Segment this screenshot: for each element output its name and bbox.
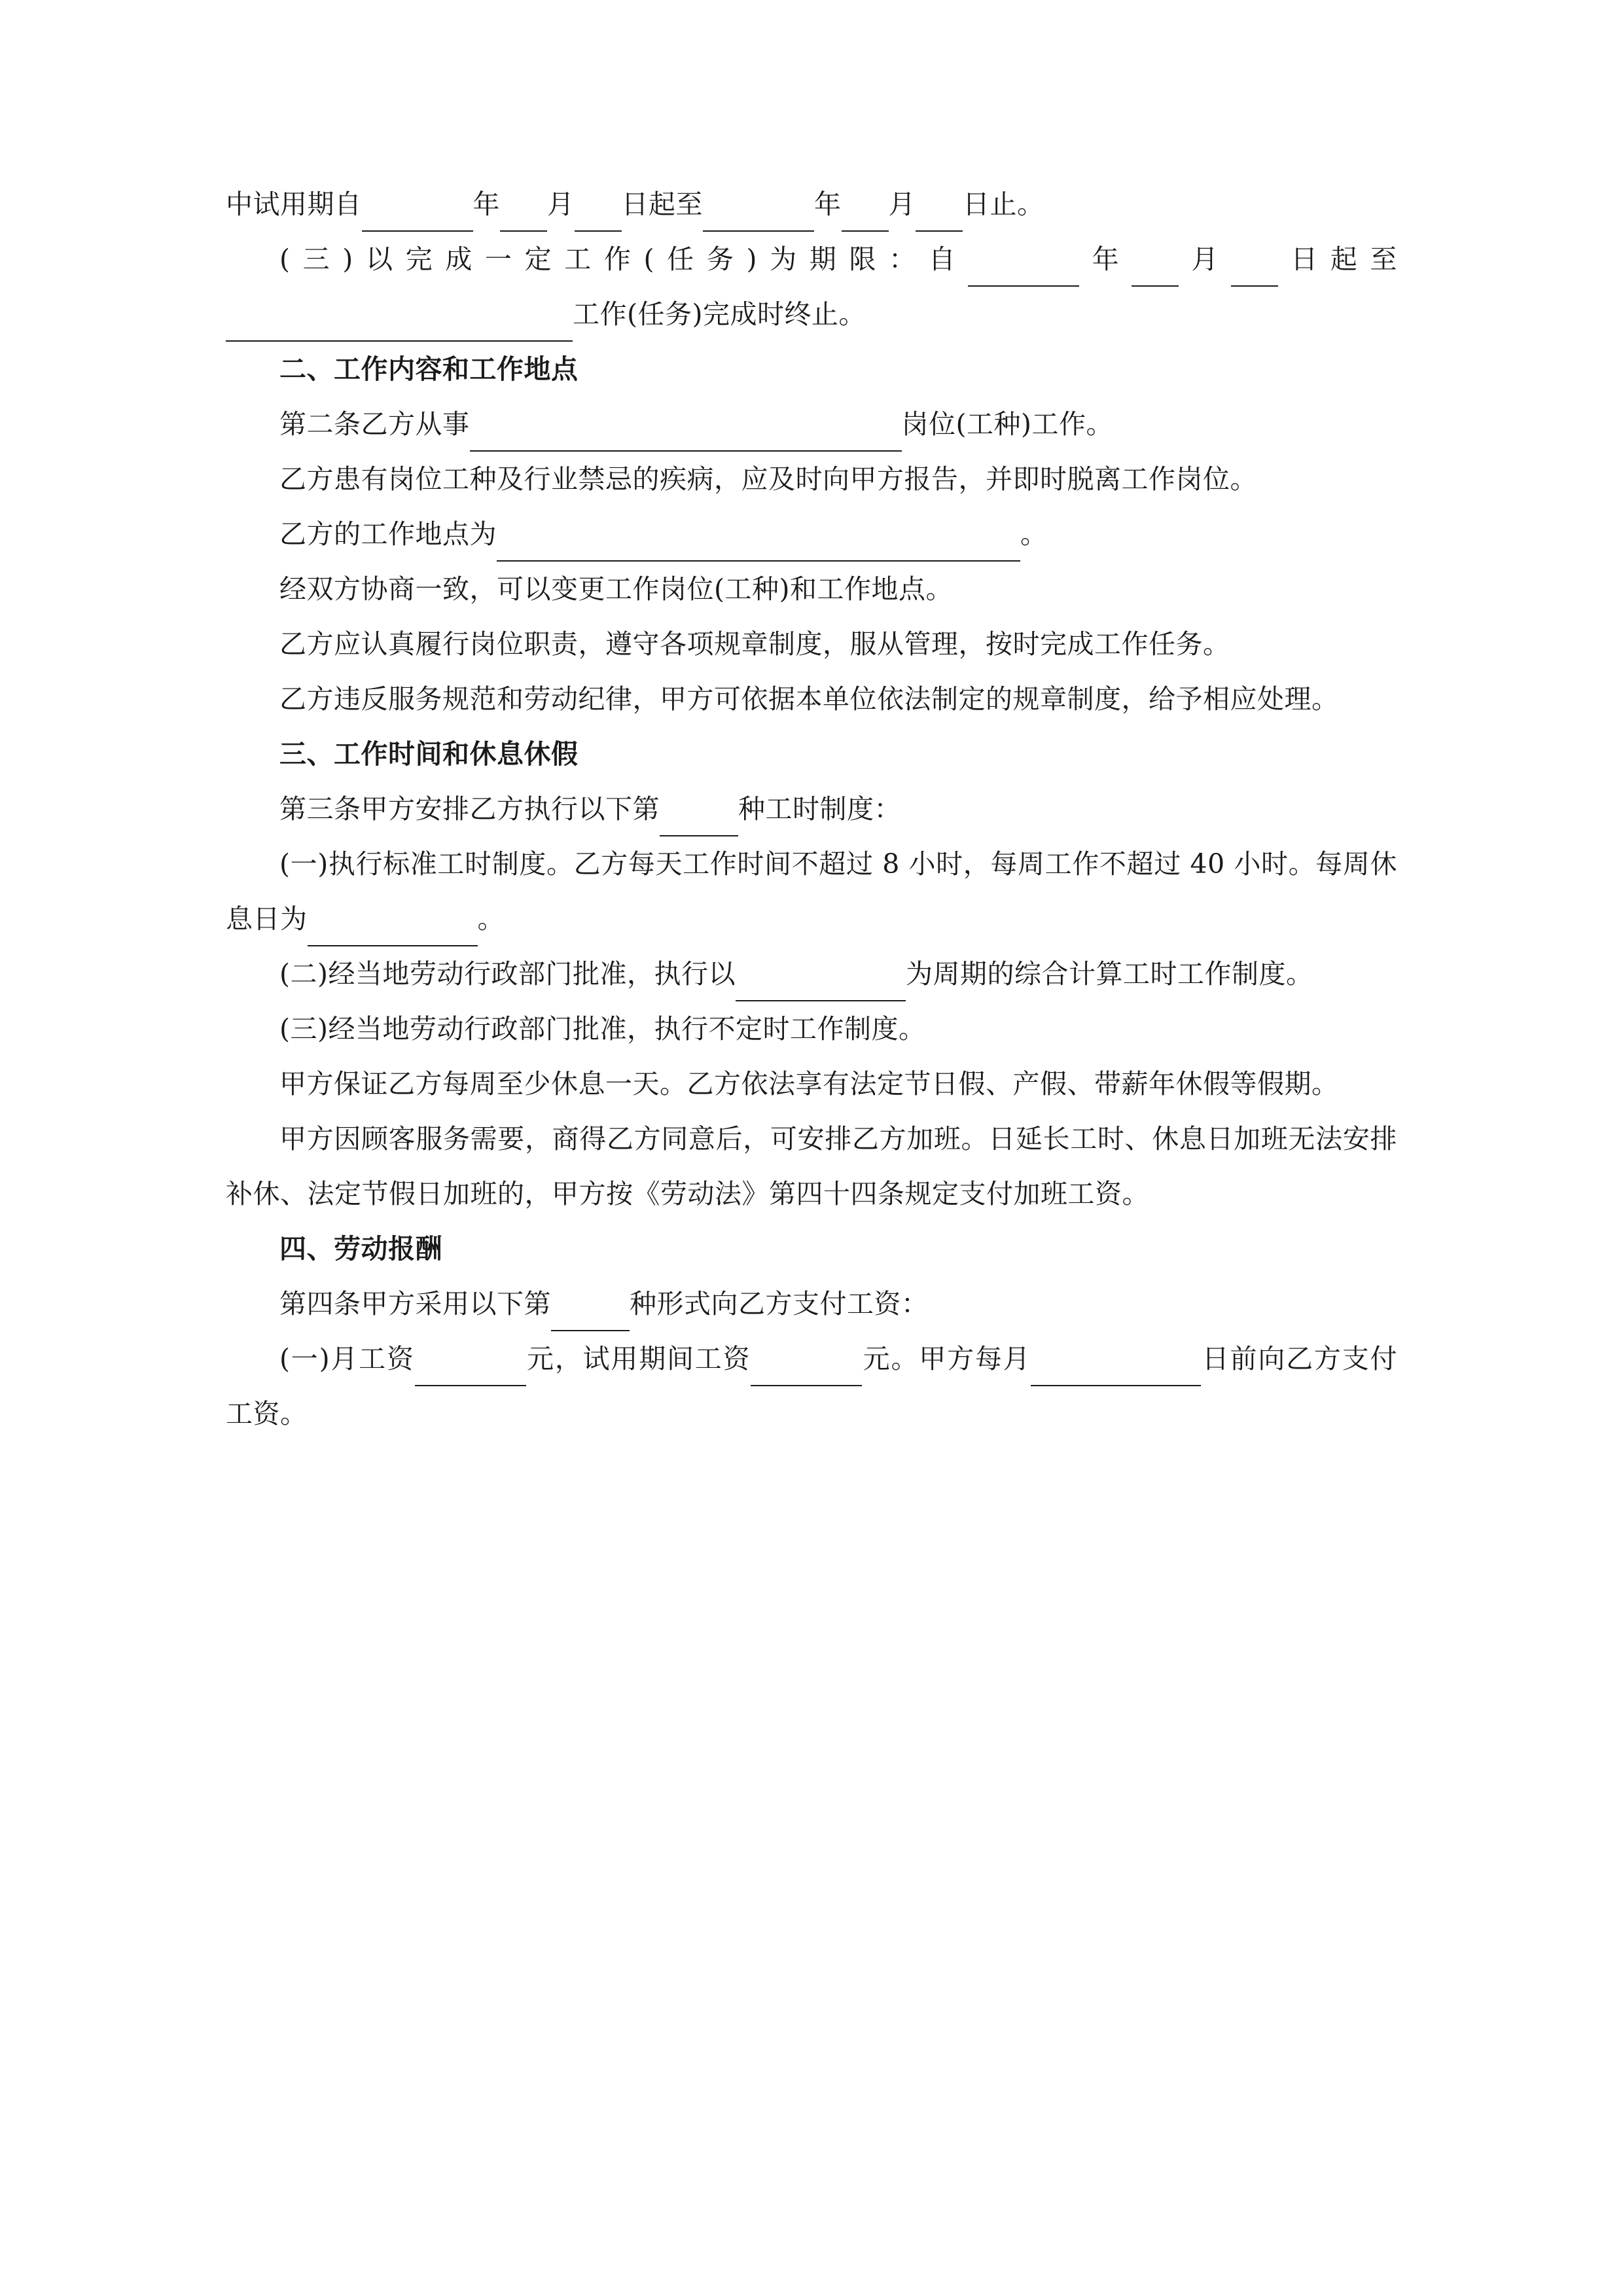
- document-paragraph: 第三条甲方安排乙方执行以下第 种工时制度：: [226, 781, 1397, 836]
- document-paragraph: 甲方保证乙方每周至少休息一天。乙方依法享有法定节日假、产假、带薪年休假等假期。: [279, 1068, 1339, 1100]
- fill-in-blank: [575, 199, 622, 232]
- document-paragraph: 第四条甲方采用以下第 种形式向乙方支付工资：: [226, 1276, 1397, 1331]
- document-paragraph: 中试用期自 年 月 日起至 年 月 日止。: [226, 177, 1397, 232]
- section-heading: 二、工作内容和工作地点: [279, 353, 579, 385]
- document-paragraph: 乙方应认真履行岗位职责，遵守各项规章制度，服从管理，按时完成工作任务。: [279, 628, 1230, 660]
- document-paragraph: (三)经当地劳动行政部门批准，执行不定时工作制度。: [279, 1013, 926, 1045]
- fill-in-blank: [968, 254, 1079, 287]
- document-paragraph: 乙方违反服务规范和劳动纪律，甲方可依据本单位依法制定的规章制度，给予相应处理。: [279, 683, 1339, 715]
- document-body: [226, 177, 1397, 1441]
- fill-in-blank: [500, 199, 547, 232]
- document-paragraph: 第二条乙方从事 岗位(工种)工作。: [226, 397, 1397, 452]
- document-paragraph: 经双方协商一致，可以变更工作岗位(工种)和工作地点。: [279, 573, 953, 605]
- fill-in-blank: [916, 199, 963, 232]
- section-heading: 四、劳动报酬: [279, 1233, 442, 1265]
- document-paragraph: 乙方的工作地点为 。: [226, 507, 1397, 562]
- document-paragraph: 甲方因顾客服务需要，商得乙方同意后，可安排乙方加班。日延长工时、休息日加班无法安排补休、法定节假日加班的，甲方按《劳动法》第四十四条规定支付加班工资。: [226, 1123, 1397, 1210]
- fill-in-blank: [660, 804, 738, 836]
- fill-in-blank: [226, 309, 573, 342]
- fill-in-blank: [470, 419, 902, 452]
- fill-in-blank: [415, 1354, 526, 1386]
- fill-in-blank: [751, 1354, 862, 1386]
- document-paragraph: (一)月工资 元，试用期间工资 元。甲方每月 日前向乙方支付工资。: [226, 1343, 1398, 1429]
- fill-in-blank: [1031, 1354, 1201, 1386]
- document-paragraph: (一)执行标准工时制度。乙方每天工作时间不超过 8 小时，每周工作不超过 40 小时。每周休息日为 。: [226, 836, 1397, 946]
- fill-in-blank: [842, 199, 889, 232]
- fill-in-blank: [703, 199, 814, 232]
- fill-in-blank: [1231, 254, 1278, 287]
- document-paragraph: (二)经当地劳动行政部门批准，执行以 为周期的综合计算工时工作制度。: [226, 946, 1397, 1001]
- fill-in-blank: [497, 529, 1020, 562]
- fill-in-blank: [1132, 254, 1179, 287]
- fill-in-blank: [362, 199, 473, 232]
- section-heading: 三、工作时间和休息休假: [279, 738, 579, 770]
- document-paragraph: 乙方患有岗位工种及行业禁忌的疾病，应及时向甲方报告，并即时脱离工作岗位。: [279, 463, 1257, 495]
- fill-in-blank: [736, 969, 906, 1001]
- fill-in-blank: [308, 914, 478, 946]
- fill-in-blank: [551, 1299, 630, 1331]
- document-paragraph: (三)以完成一定工作(任务)为期限：自 年 月 日起至工作(任务)完成时终止。: [226, 232, 1397, 342]
